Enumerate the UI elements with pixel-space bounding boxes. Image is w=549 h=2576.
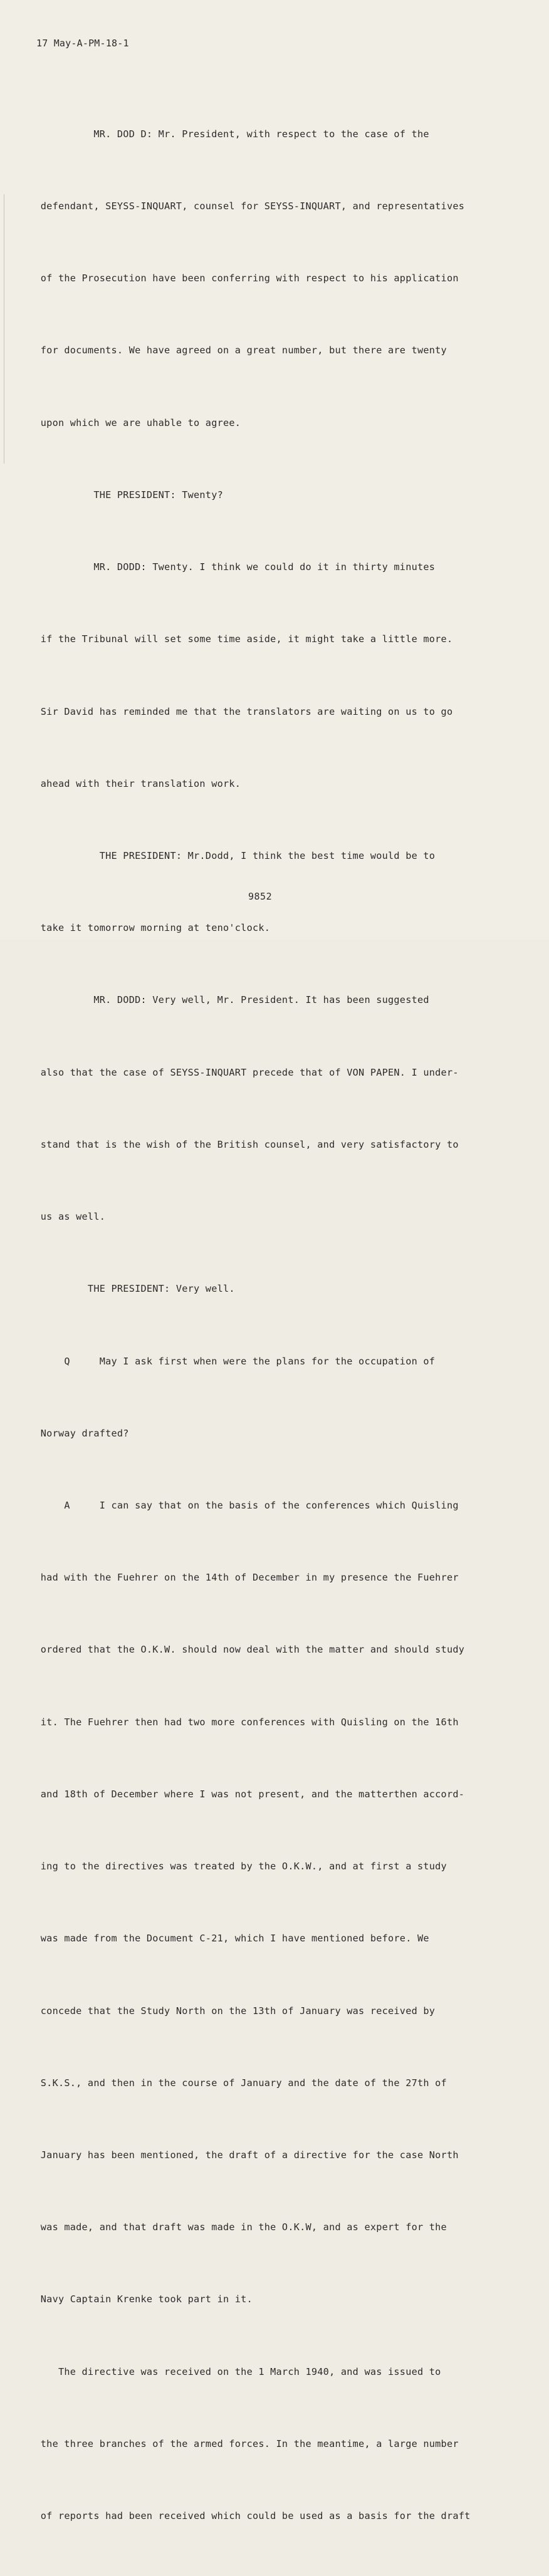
text-line: take it tomorrow morning at teno'clock. — [29, 922, 271, 934]
text-line: for documents. We have agreed on a great number, but there are twenty — [29, 345, 447, 356]
text-line: it. The Fuehrer then had two more conferences with Quisling on the 16th — [29, 1716, 459, 1728]
text-line: and 18th of December where I was not present, and the matterthen accord- — [29, 1788, 465, 1800]
page-number: 9852 — [248, 891, 273, 902]
text-line: The directive was received on the 1 March 1940, and was issued to — [29, 2366, 441, 2377]
text-line: of reports had been received which could be used as a basis for the draft — [29, 2510, 471, 2522]
text-line: S.K.S., and then in the course of January and the date of the 27th of — [29, 2077, 447, 2089]
text-line: Navy Captain Krenke took part in it. — [29, 2293, 253, 2305]
text-line: was made, and that draft was made in the O.K.W, and as expert for the — [29, 2221, 447, 2233]
text-line: upon which we are uhable to agree. — [29, 417, 241, 428]
transcript-body — [29, 74, 475, 2576]
text-line: the three branches of the armed forces. In the meantime, a large number — [29, 2438, 459, 2449]
transcript-lines — [29, 74, 475, 2576]
text-line: us as well. — [29, 1211, 106, 1223]
text-line: concede that the Study North on the 13th of January was received by — [29, 2005, 436, 2017]
text-line: of the Prosecution have been conferring with respect to his application — [29, 273, 459, 284]
text-line: defendant, SEYSS-INQUART, counsel for SEYSS-INQUART, and representatives — [29, 200, 465, 212]
text-line: MR. DODD: Very well, Mr. President. It has been suggested — [29, 994, 429, 1006]
text-line: THE PRESIDENT: Very well. — [29, 1283, 235, 1295]
text-line: Sir David has reminded me that the translators are waiting on us to go — [29, 705, 453, 717]
text-line: stand that is the wish of the British counsel, and very satisfactory to — [29, 1138, 459, 1150]
text-line: also that the case of SEYSS-INQUART precede that of VON PAPEN. I under- — [29, 1066, 459, 1078]
text-line: ing to the directives was treated by the O.K.W., and at first a study — [29, 1861, 447, 1872]
text-line: MR. DODD: Twenty. I think we could do it in thirty minutes — [29, 561, 436, 573]
text-line: A I can say that on the basis of the conferences which Quisling — [29, 1499, 459, 1511]
text-line: was made from the Document C-21, which I have mentioned before. We — [29, 1933, 429, 1945]
text-line: MR. DOD D: Mr. President, with respect to the case of the — [29, 128, 429, 140]
document-reference: 17 May-A-PM-18-1 — [36, 38, 129, 49]
text-line: January has been mentioned, the draft of a directive for the case North — [29, 2149, 459, 2161]
text-line: THE PRESIDENT: Mr.Dodd, I think the best time would be to — [29, 850, 436, 861]
text-line: Norway drafted? — [29, 1427, 129, 1439]
text-line: if the Tribunal will set some time aside, it might take a little more. — [29, 633, 453, 645]
text-line: Q May I ask first when were the plans for the occupation of — [29, 1355, 436, 1367]
text-line: had with the Fuehrer on the 14th of December in my presence the Fuehrer — [29, 1572, 459, 1584]
text-line: ahead with their translation work. — [29, 777, 241, 789]
text-line: ordered that the O.K.W. should now deal with the matter and should study — [29, 1644, 465, 1656]
text-line: THE PRESIDENT: Twenty? — [29, 489, 223, 501]
